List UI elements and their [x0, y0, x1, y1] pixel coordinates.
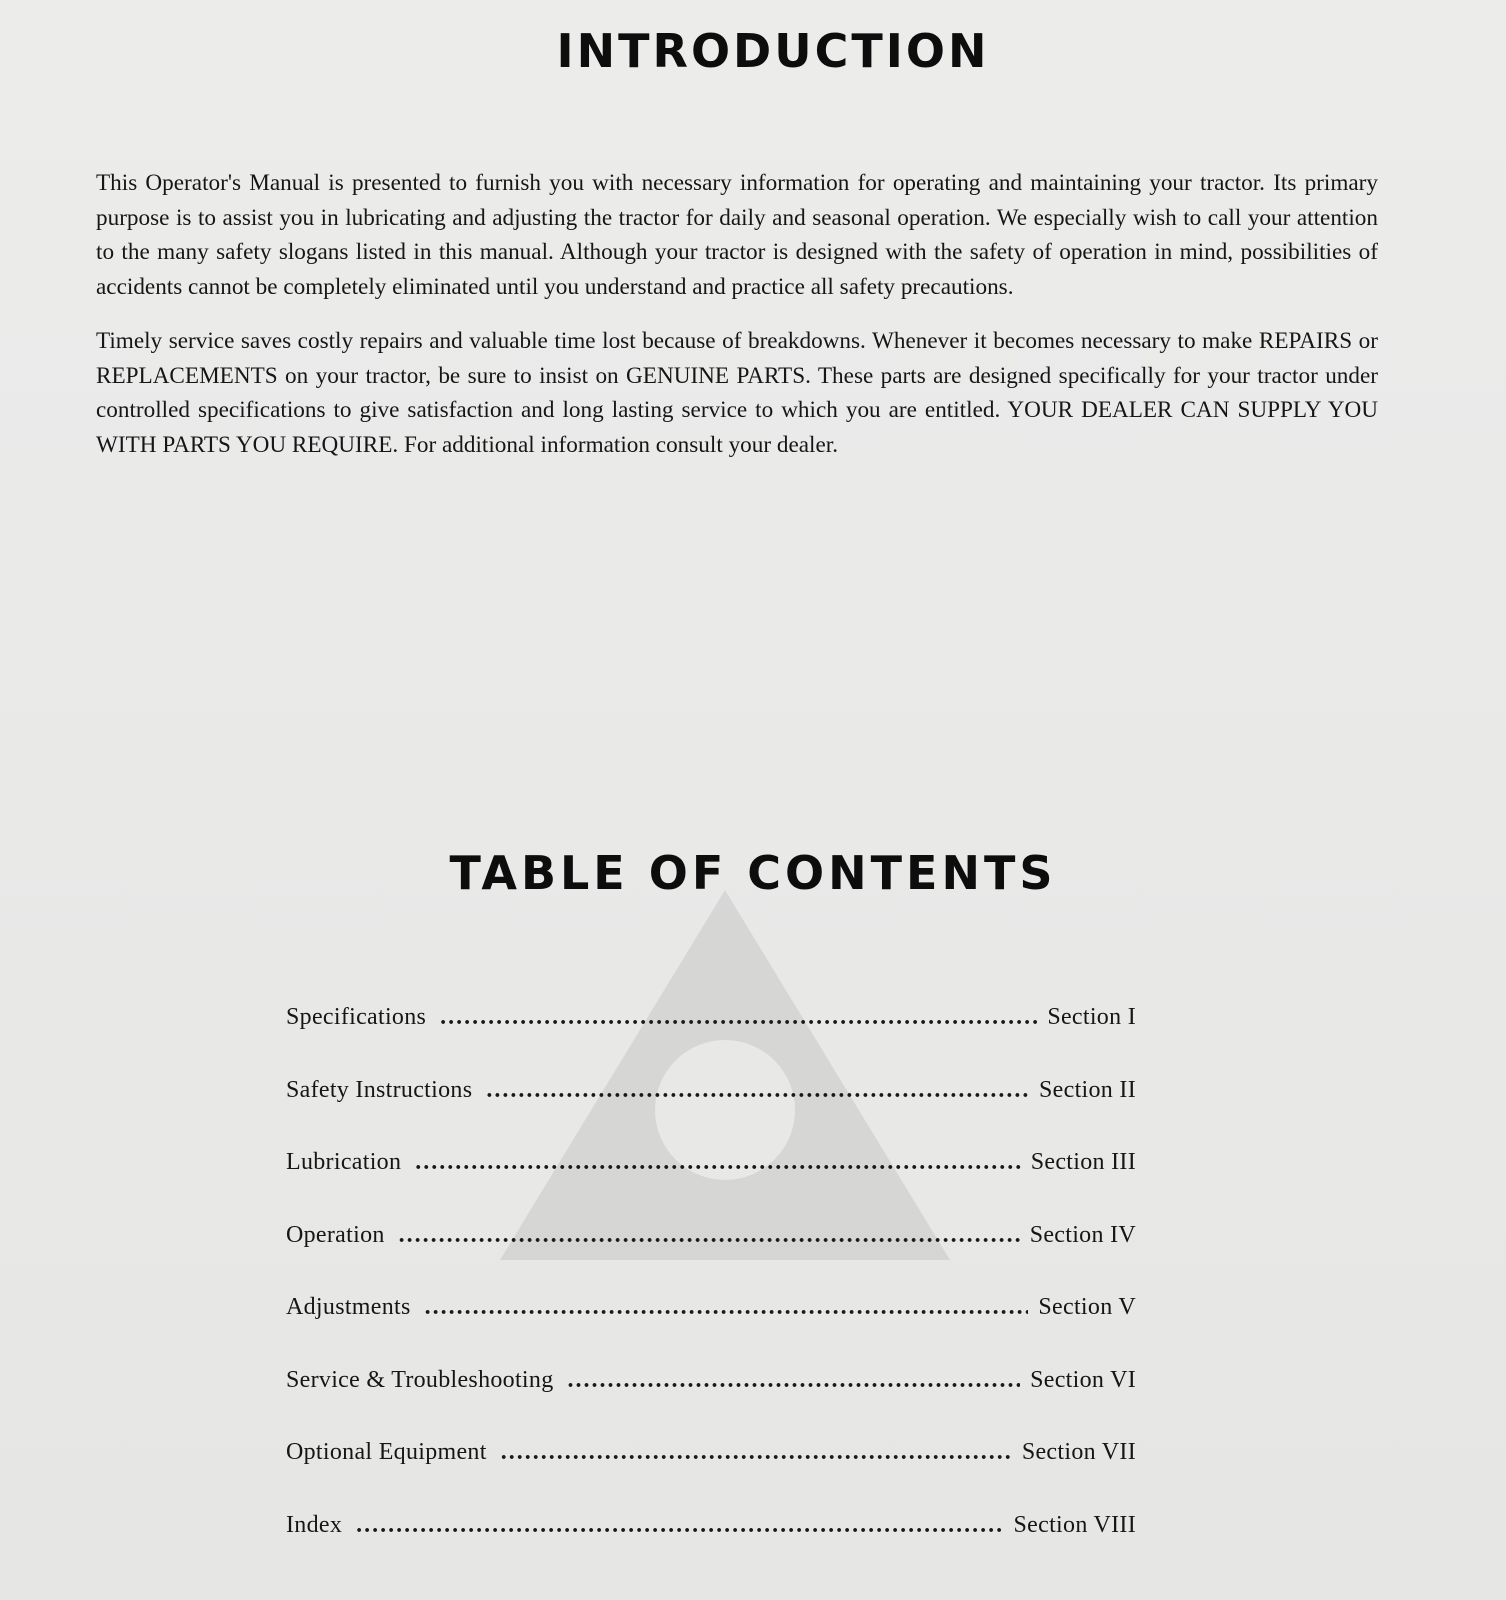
table-of-contents-title: TABLE OF CONTENTS: [449, 846, 1057, 900]
toc-entry-service-troubleshooting[interactable]: [286, 1367, 1136, 1440]
toc-entry-label: Service & Troubleshooting: [286, 1366, 554, 1393]
toc-entry-safety-instructions[interactable]: [286, 1077, 1136, 1150]
toc-entry-label: Operation: [286, 1221, 385, 1248]
introduction-paragraph: Timely service saves costly repairs and valuable time lost because of breakdowns. Whenever it becomes necessary to make REPAIRS or REPLACEMENTS on your tractor, be sure to insist on GENUINE PARTS. These parts are designed specifically for your tractor under controlled specifications to give satisfaction and long lasting service to which you are entitled. YOUR DEALER CAN SUPPLY YOU WITH PARTS YOU REQUIRE. For additional information consult your dealer.: [96, 328, 1378, 458]
toc-entry-label: Adjustments: [286, 1294, 411, 1320]
toc-entry-section: Section VII: [1021, 1439, 1136, 1465]
toc-dot-leader: [415, 1149, 1020, 1176]
toc-dot-leader: [399, 1222, 1020, 1249]
toc-dot-leader: [486, 1077, 1029, 1104]
toc-entry-operation[interactable]: [286, 1222, 1136, 1295]
introduction-body: [96, 166, 1378, 482]
toc-dot-leader: [425, 1294, 1029, 1321]
introduction-paragraph: This Operator's Manual is presented to furnish you with necessary information for operating and maintaining your tractor. Its primary purpose is to assist you in lubricating and adjusting the tractor for daily and seasonal operation. We especially wish to call your attention to the many safety slogans listed in this manual. Although your tractor is designed with the safety of operation in mind, possibilities of accidents cannot be completely eliminated until you understand and practice all safety precautions.: [96, 170, 1378, 300]
toc-entry-section: Section VIII: [1013, 1511, 1136, 1538]
toc-entry-adjustments[interactable]: [286, 1294, 1136, 1367]
toc-entry-lubrication[interactable]: [286, 1149, 1136, 1222]
toc-entry-label: Optional Equipment: [286, 1439, 487, 1465]
table-of-contents-list: [286, 1004, 1136, 1584]
toc-entry-section: Section VI: [1030, 1366, 1136, 1393]
toc-entry-label: Index: [286, 1511, 343, 1538]
introduction-title: INTRODUCTION: [556, 24, 990, 78]
toc-entry-section: Section I: [1047, 1004, 1136, 1030]
toc-entry-label: Safety Instructions: [286, 1076, 473, 1103]
toc-entry-index[interactable]: [286, 1512, 1136, 1585]
toc-entry-optional-equipment[interactable]: [286, 1439, 1136, 1512]
toc-entry-specifications[interactable]: [286, 1004, 1136, 1077]
toc-entry-section: Section IV: [1029, 1221, 1136, 1248]
toc-entry-section: Section III: [1030, 1149, 1136, 1175]
toc-dot-leader: [356, 1512, 1003, 1539]
toc-entry-label: Lubrication: [286, 1149, 402, 1175]
toc-entry-label: Specifications: [286, 1004, 427, 1030]
toc-dot-leader: [568, 1367, 1021, 1394]
toc-dot-leader: [440, 1004, 1037, 1031]
toc-dot-leader: [501, 1439, 1012, 1466]
toc-entry-section: Section II: [1039, 1076, 1136, 1103]
toc-entry-section: Section V: [1038, 1294, 1136, 1320]
